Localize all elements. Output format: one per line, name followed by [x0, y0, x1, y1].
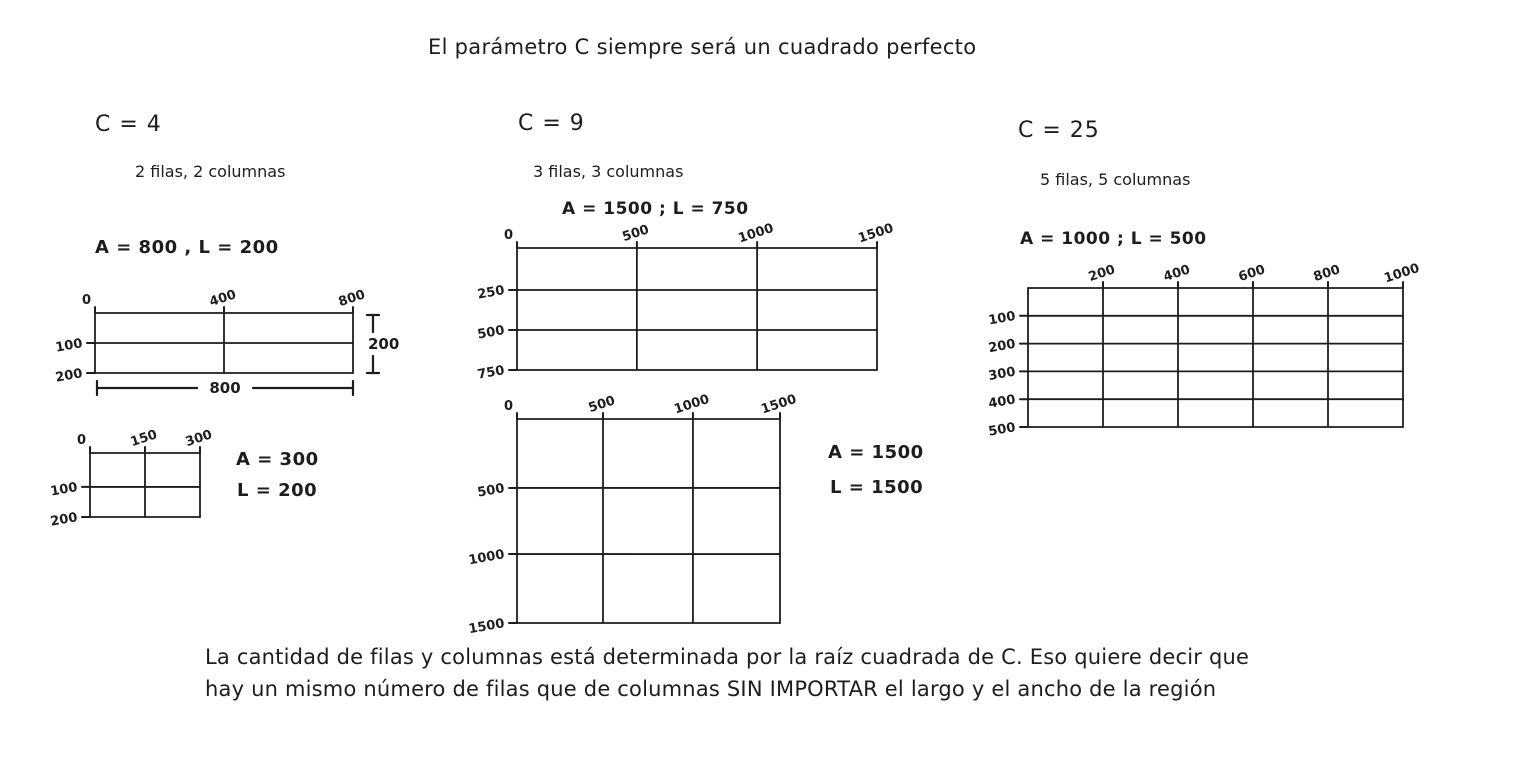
- section-c9-params: A = 1500 ; L = 750: [562, 199, 749, 219]
- small-grid-length-label: L = 200: [237, 480, 318, 501]
- y-tick-label: 500: [476, 323, 506, 343]
- y-tick-label: 750: [476, 363, 506, 383]
- x-tick-label: 400: [207, 287, 239, 310]
- section-c9-label: C = 9: [518, 111, 585, 136]
- y-tick-label: 500: [987, 420, 1017, 440]
- right-dimension-label: 200: [368, 335, 400, 353]
- y-tick-label: 1500: [467, 616, 506, 638]
- section-c4-dims: 2 filas, 2 columnas: [135, 162, 286, 181]
- x-tick-label: 1000: [672, 391, 712, 418]
- x-tick-label: 1500: [856, 220, 896, 247]
- grid-c9-square: [467, 392, 798, 637]
- x-tick-label: 400: [1161, 262, 1193, 285]
- x-tick-label: 0: [503, 228, 513, 243]
- bottom-dimension-label: 800: [209, 379, 241, 397]
- x-tick-label: 800: [1311, 262, 1343, 285]
- small-grid-area-label: A = 300: [236, 449, 319, 470]
- y-tick-label: 100: [54, 336, 84, 356]
- y-tick-label: 200: [54, 366, 84, 386]
- section-c9-dims: 3 filas, 3 columnas: [533, 162, 684, 181]
- x-tick-label: 800: [336, 287, 368, 310]
- y-tick-label: 100: [49, 480, 79, 500]
- x-tick-label: 300: [183, 427, 215, 450]
- y-tick-label: 300: [987, 364, 1017, 385]
- x-tick-label: 500: [620, 222, 652, 245]
- x-tick-label: 150: [128, 427, 160, 450]
- section-c4-label: C = 4: [95, 112, 162, 137]
- footer-line-2: hay un mismo número de filas que de columnas SIN IMPORTAR el largo y el ancho de la región: [205, 677, 1217, 702]
- x-tick-label: 1500: [759, 391, 799, 418]
- square-grid-area-label: A = 1500: [828, 442, 924, 463]
- section-c25-label: C = 25: [1018, 118, 1100, 143]
- x-tick-label: 500: [586, 393, 618, 416]
- y-tick-label: 1000: [467, 547, 506, 569]
- x-tick-label: 0: [76, 433, 86, 448]
- square-grid-length-label: L = 1500: [830, 477, 924, 498]
- x-tick-label: 0: [503, 399, 513, 414]
- x-tick-label: 1000: [736, 220, 776, 247]
- y-tick-label: 100: [987, 308, 1017, 329]
- grid-c4-small: [49, 427, 214, 529]
- footer-paragraph: [205, 646, 1249, 710]
- grid-c9-wide: [476, 221, 895, 383]
- y-tick-label: 400: [987, 392, 1017, 412]
- x-tick-label: 1000: [1382, 260, 1422, 287]
- section-c25-dims: 5 filas, 5 columnas: [1040, 170, 1191, 189]
- x-tick-label: 200: [1086, 262, 1118, 285]
- section-c25-params: A = 1000 ; L = 500: [1020, 229, 1207, 249]
- y-tick-label: 250: [476, 283, 506, 303]
- page-title: El parámetro C siempre será un cuadrado perfecto: [428, 35, 977, 59]
- x-tick-label: 0: [81, 293, 91, 308]
- x-tick-label: 600: [1236, 262, 1268, 285]
- footer-line-1: La cantidad de filas y columnas está determinada por la raíz cuadrada de C. Eso quiere decir que: [205, 645, 1250, 669]
- y-tick-label: 200: [49, 510, 79, 530]
- grid-c4-main: [54, 287, 399, 397]
- y-tick-label: 200: [987, 336, 1017, 357]
- grid-c25: [987, 261, 1421, 440]
- y-tick-label: 500: [476, 481, 506, 501]
- section-c4-params: A = 800 , L = 200: [95, 237, 279, 258]
